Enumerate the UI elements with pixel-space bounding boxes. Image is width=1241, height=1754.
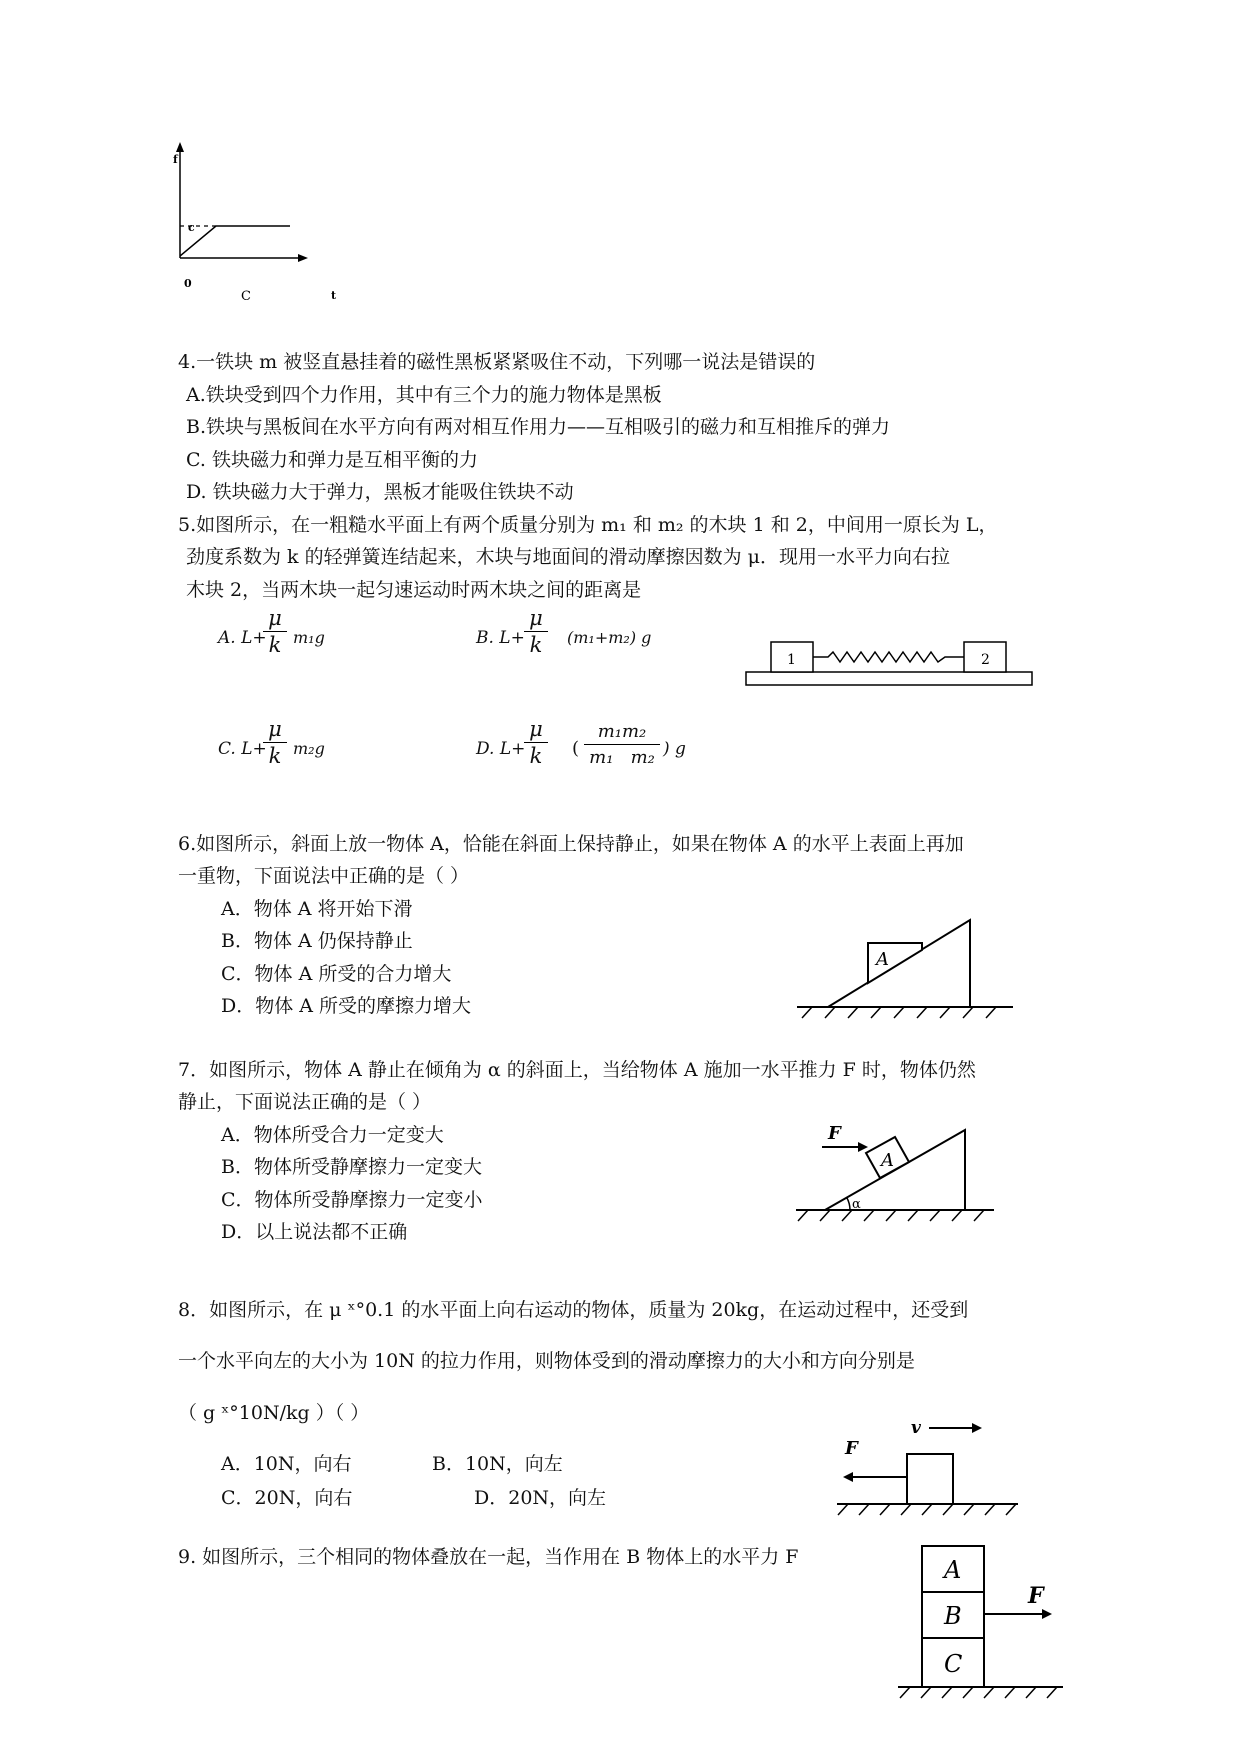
q7-angle-label: α — [852, 1197, 861, 1212]
q5-option-c-tail: m₂g — [293, 739, 325, 758]
graph-y-label: f — [173, 153, 178, 166]
q5-option-d-open: ( — [572, 738, 580, 759]
q5-option-a-den: k — [268, 633, 282, 657]
q9-stem: 9. 如图所示，三个相同的物体叠放在一起，当作用在 B 物体上的水平力 F — [178, 1546, 799, 1568]
q5-option-a-tail: m₁g — [293, 628, 325, 647]
q6-block-label: A — [876, 949, 889, 970]
q8-force-label: F — [845, 1438, 858, 1459]
q8-option-b: B．10N，向左 — [432, 1453, 563, 1475]
q8-option-d: D．20N，向左 — [474, 1487, 607, 1509]
q6-option-c: C．物体 A 所受的合力增大 — [221, 963, 452, 985]
graph-caption: C — [241, 289, 251, 304]
q5-option-c-den: k — [268, 744, 282, 768]
q6-option-a: A．物体 A 将开始下滑 — [221, 898, 413, 920]
q5-option-a-prefix: A. L+ — [218, 628, 267, 648]
q5-option-b-prefix: B. L+ — [476, 628, 525, 648]
q6-option-b: B．物体 A 仍保持静止 — [221, 930, 413, 952]
q5-option-b-den: k — [529, 633, 543, 657]
q6-option-d: D．物体 A 所受的摩擦力增大 — [221, 995, 472, 1017]
q7-block-label: A — [881, 1150, 894, 1171]
q5-option-d-close: ) g — [663, 739, 686, 759]
q7-option-d: D．以上说法都不正确 — [221, 1221, 408, 1243]
q7-force-label: F — [828, 1123, 841, 1144]
q4-option-c: C. 铁块磁力和弹力是互相平衡的力 — [186, 449, 478, 471]
q5-option-c-num: μ — [263, 716, 287, 743]
q5-option-d-num: μ — [524, 716, 548, 743]
q4-stem: 4.一铁块 m 被竖直悬挂着的磁性黑板紧紧吸住不动，下列哪一说法是错误的 — [178, 351, 816, 373]
q7-stem-line-1: 7．如图所示，物体 A 静止在倾角为 α 的斜面上，当给物体 A 施加一水平推力 F 时，物体仍然 — [178, 1059, 976, 1081]
q6-stem-line-2: 一重物，下面说法中正确的是（ ） — [178, 865, 470, 887]
q9-block-c-label: C — [944, 1650, 963, 1678]
q5-stem-line-2: 劲度系数为 k 的轻弹簧连结起来，木块与地面间的滑动摩擦因数为 μ．现用一水平力向右拉 — [186, 546, 950, 568]
q5-stem-line-3: 木块 2，当两木块一起匀速运动时两木块之间的距离是 — [186, 579, 642, 601]
q4-option-a: A.铁块受到四个力作用，其中有三个力的施力物体是黑板 — [186, 384, 662, 406]
q8-option-a: A．10N，向右 — [221, 1453, 352, 1475]
q5-block-2-label: 2 — [981, 652, 990, 668]
q5-option-d-prefix: D. L+ — [476, 739, 526, 759]
q7-option-b: B．物体所受静摩擦力一定变大 — [221, 1156, 482, 1178]
q7-option-c: C．物体所受静摩擦力一定变小 — [221, 1189, 483, 1211]
q7-stem-line-2: 静止，下面说法正确的是（ ） — [178, 1091, 432, 1113]
q5-block-1-label: 1 — [787, 652, 796, 668]
q4-option-b: B.铁块与黑板间在水平方向有两对相互作用力——互相吸引的磁力和互相推斥的弹力 — [186, 416, 891, 438]
q8-stem-line-1: 8．如图所示，在 μ ˣ°0.1 的水平面上向右运动的物体，质量为 20kg，在运动过程中，还受到 — [178, 1299, 969, 1321]
q9-block-a-label: A — [944, 1556, 962, 1584]
graph-x-label: t — [331, 289, 337, 302]
q5-option-d-den: k — [529, 744, 543, 768]
q5-option-c-prefix: C. L+ — [218, 739, 267, 759]
q5-option-d-tail-num: m₁m₂ — [584, 720, 660, 745]
q8-option-c: C．20N，向右 — [221, 1487, 353, 1509]
q6-stem-line-1: 6.如图所示，斜面上放一物体 A，恰能在斜面上保持静止，如果在物体 A 的水平上表面上再加 — [178, 833, 964, 855]
q4-option-d: D. 铁块磁力大于弹力，黑板才能吸住铁块不动 — [186, 481, 574, 503]
q5-option-d-tail-den: m₁ m₂ — [589, 747, 655, 768]
q5-option-a-num: μ — [263, 605, 287, 632]
q8-velocity-label: v — [911, 1418, 921, 1438]
q9-block-b-label: B — [944, 1602, 962, 1630]
q9-force-label: F — [1028, 1583, 1044, 1609]
q7-option-a: A．物体所受合力一定变大 — [221, 1124, 444, 1146]
q8-stem-line-3: （ g ˣ°10N/kg ）（ ） — [178, 1402, 370, 1424]
graph-origin-label: 0 — [184, 277, 192, 290]
graph-level-label: c — [188, 221, 195, 234]
q8-stem-line-2: 一个水平向左的大小为 10N 的拉力作用，则物体受到的滑动摩擦力的大小和方向分别是 — [178, 1350, 915, 1372]
q5-option-b-num: μ — [524, 605, 548, 632]
q5-option-b-tail: (m₁+m₂) g — [567, 628, 652, 647]
q5-stem-line-1: 5.如图所示，在一粗糙水平面上有两个质量分别为 m₁ 和 m₂ 的木块 1 和 2，中间用一原长为 L， — [178, 514, 998, 536]
